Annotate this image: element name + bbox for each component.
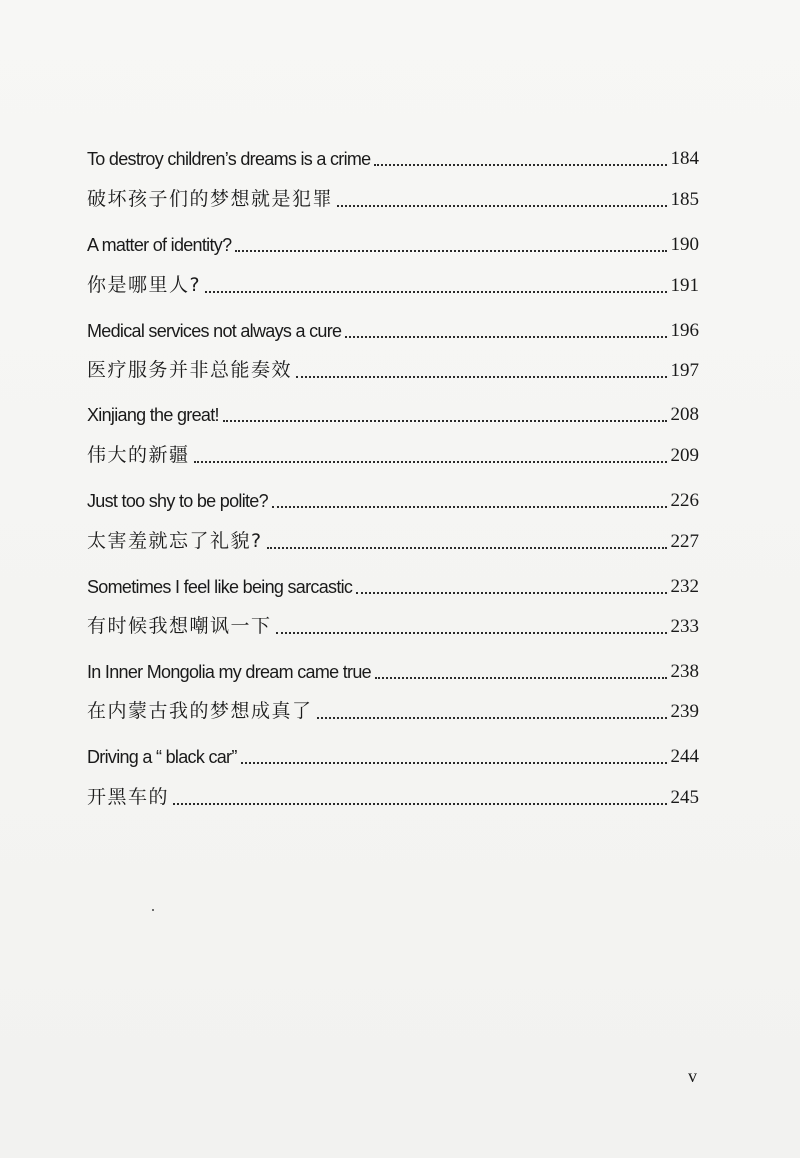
toc-entry-title: 伟大的新疆 — [87, 444, 190, 466]
dot-leader — [317, 717, 667, 719]
toc-entry — [87, 348, 699, 382]
toc-entry-page: 185 — [670, 189, 699, 210]
dot-leader — [375, 677, 667, 679]
toc-entry — [87, 564, 699, 598]
toc-entry-page: 196 — [670, 320, 699, 341]
toc-entry — [87, 478, 699, 512]
page-number: v — [688, 1066, 697, 1086]
dot-leader — [205, 291, 666, 293]
dot-leader — [374, 164, 666, 166]
toc-entry — [87, 604, 699, 638]
toc-entry-title: Sometimes I feel like being sarcastic — [87, 577, 353, 597]
toc-entry — [87, 136, 699, 170]
toc-entry-page: 227 — [670, 531, 699, 552]
dot-leader — [267, 547, 667, 549]
toc-entry-page: 184 — [670, 148, 699, 169]
toc-entry-page: 238 — [670, 661, 699, 682]
toc-entry — [87, 649, 699, 683]
toc-entry-page: 208 — [670, 404, 699, 425]
toc-entry-title: A matter of identity? — [87, 235, 232, 255]
dot-leader — [241, 762, 667, 764]
dot-leader — [276, 632, 667, 634]
toc-entry-page: 197 — [670, 360, 699, 381]
toc-entry-title: Xinjiang the great! — [87, 405, 219, 425]
toc-entry — [87, 263, 699, 297]
dot-leader — [194, 461, 667, 463]
dot-leader — [356, 592, 666, 594]
toc-entry-page: 226 — [670, 490, 699, 511]
toc-entry-title: 在内蒙古我的梦想成真了 — [87, 700, 313, 722]
toc-entry-page: 233 — [670, 616, 699, 637]
dot-leader — [173, 803, 666, 805]
toc-entry — [87, 519, 699, 553]
toc-entry — [87, 734, 699, 768]
toc-entry — [87, 775, 699, 809]
dot-leader — [337, 205, 666, 207]
toc-entry-title: 医疗服务并非总能奏效 — [87, 359, 293, 381]
print-speck — [152, 909, 154, 911]
toc-entry-title: Driving a “ black car” — [87, 747, 237, 767]
dot-leader — [296, 376, 666, 378]
toc-entry — [87, 433, 699, 467]
toc-entry-page: 191 — [670, 275, 699, 296]
toc-entry-page: 232 — [670, 576, 699, 597]
toc-entry-title: Just too shy to be polite? — [87, 491, 268, 511]
toc-entry — [87, 222, 699, 256]
dot-leader — [345, 336, 666, 338]
toc-entry-page: 190 — [670, 234, 699, 255]
toc-entry-page: 209 — [670, 445, 699, 466]
toc-entry-title: 太害羞就忘了礼貌? — [87, 530, 263, 552]
dot-leader — [272, 506, 667, 508]
toc-entry-title: 有时候我想嘲讽一下 — [87, 615, 272, 637]
dot-leader — [235, 250, 666, 252]
toc-entry-title: In Inner Mongolia my dream came true — [87, 662, 371, 682]
toc-entry-page: 245 — [670, 787, 699, 808]
toc-entry-title: 你是哪里人? — [87, 274, 202, 296]
toc-entry — [87, 177, 699, 211]
toc-entry — [87, 392, 699, 426]
toc-entry-page: 239 — [670, 701, 699, 722]
toc-entry — [87, 689, 699, 723]
toc-entry-title: 开黑车的 — [87, 786, 170, 808]
dot-leader — [223, 420, 667, 422]
toc-entry-title: Medical services not always a cure — [87, 321, 342, 341]
toc-entry-page: 244 — [670, 746, 699, 767]
toc-entry — [87, 308, 699, 342]
toc-entry-title: 破坏孩子们的梦想就是犯罪 — [87, 188, 334, 210]
toc-entry-title: To destroy children’s dreams is a crime — [87, 149, 371, 169]
